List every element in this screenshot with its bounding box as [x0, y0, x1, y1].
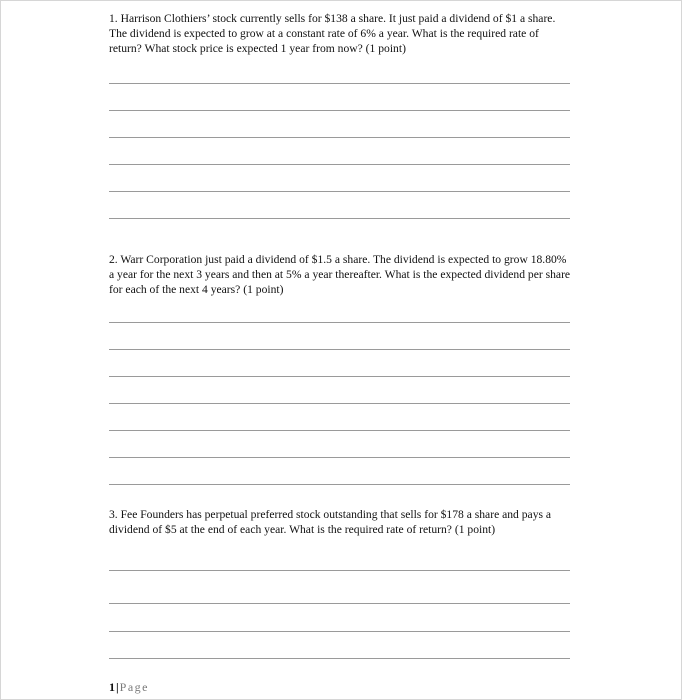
answer-line: [109, 570, 570, 571]
answer-line: [109, 322, 570, 323]
question-1-text: 1. Harrison Clothiers’ stock currently sells for $138 a share. It just paid a dividend of $1 a share. The dividend is expected to grow at a constant rate of 6% a year. What is the required rate of return? What stock price is expected 1 year from now? (1 point): [109, 12, 556, 55]
answer-line: [109, 83, 570, 84]
answer-line: [109, 137, 570, 138]
question-2-text: 2. Warr Corporation just paid a dividend of $1.5 a share. The dividend is expected to grow 18.80% a year for the next 3 years and then at 5% a year thereafter. What is the expected dividend per share for each of the next 4 years? (1 point): [109, 253, 571, 296]
answer-line: [109, 218, 570, 219]
answer-line: [109, 349, 570, 350]
page-number: 1: [109, 680, 115, 694]
answer-line: [109, 484, 570, 485]
question-3-text: 3. Fee Founders has perpetual preferred stock outstanding that sells for $178 a share and pays a dividend of $5 at the end of each year. What is the required rate of return? (1 point): [109, 508, 552, 536]
page-label: Page: [119, 680, 149, 694]
answer-line: [109, 191, 570, 192]
answer-line: [109, 164, 570, 165]
page-footer: [109, 680, 149, 695]
answer-line: [109, 403, 570, 404]
answer-line: [109, 603, 570, 604]
answer-line: [109, 110, 570, 111]
answer-line: [109, 631, 570, 632]
answer-line: [109, 430, 570, 431]
answer-line: [109, 658, 570, 659]
answer-line: [109, 457, 570, 458]
answer-line: [109, 376, 570, 377]
footer-separator: |: [116, 680, 119, 694]
